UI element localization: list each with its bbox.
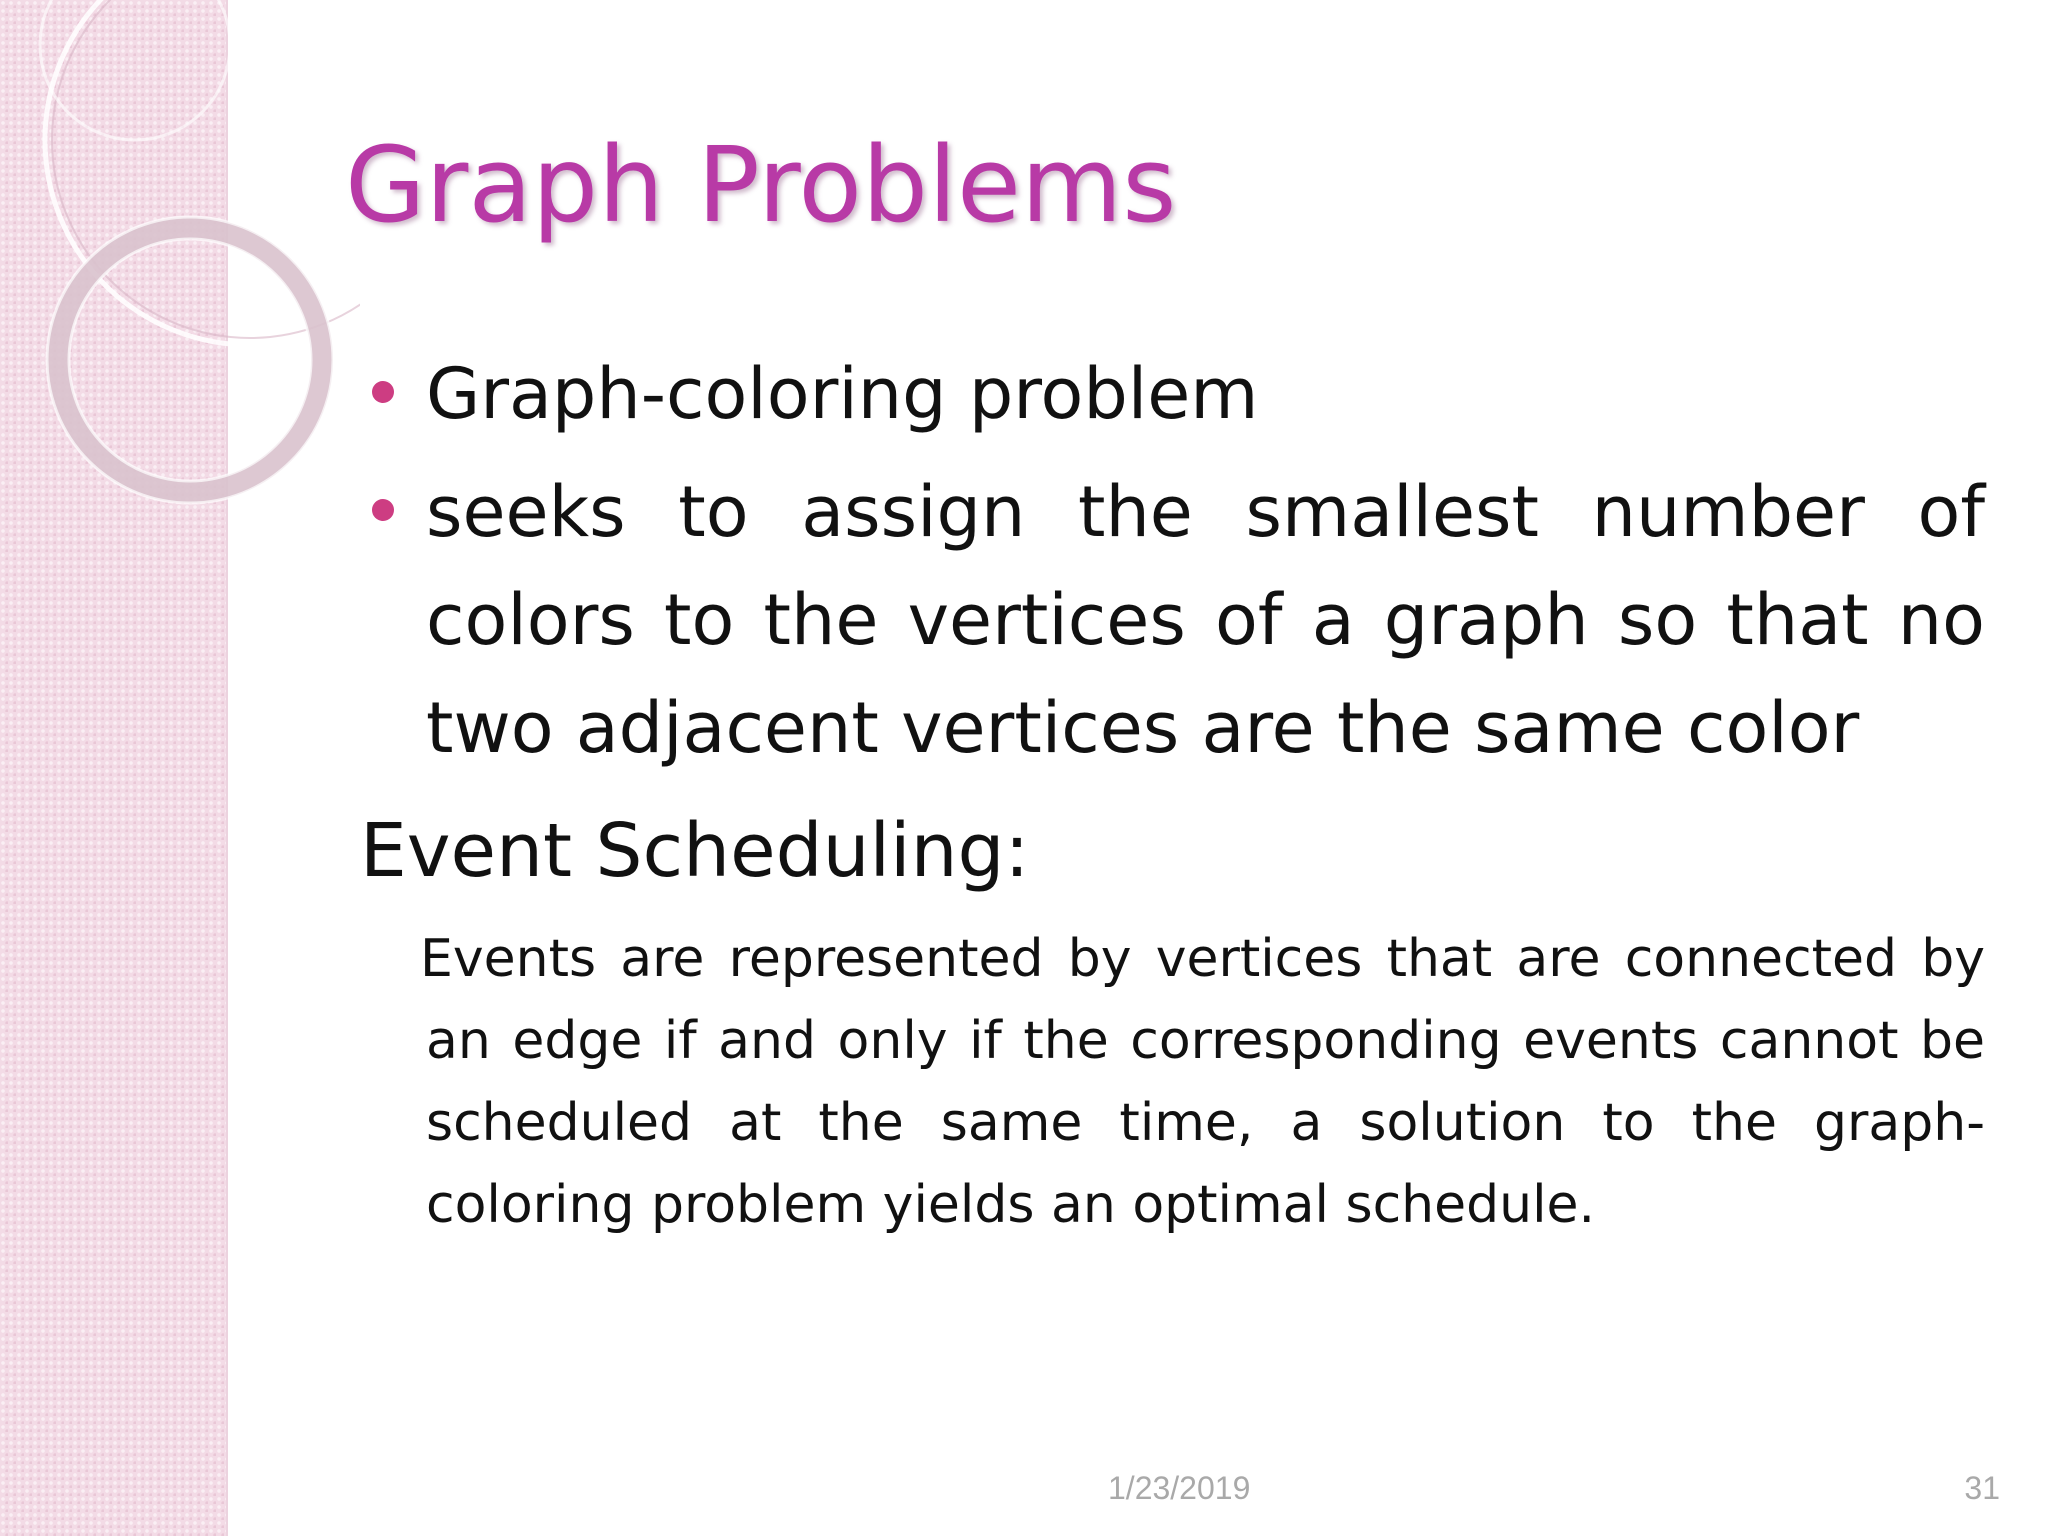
bullet-item (360, 340, 1985, 448)
footer-date: 1/23/2019 (1108, 1470, 1251, 1506)
decorative-side-band (0, 0, 228, 1536)
section-body-paragraph: Events are represented by vertices that are connected by an edge if and only if the corresponding events cannot be scheduled at the same time, a solution to the graph-coloring problem yields an optimal schedule. (420, 929, 1985, 1235)
bullet-dot-icon (372, 381, 394, 403)
bullet-dot-icon (372, 499, 394, 521)
bullet-text: seeks to assign the smallest number of colors to the vertices of a graph so that no two adjacent vertices are the same color (426, 471, 1985, 769)
slide-content (360, 340, 1985, 1246)
bullet-text: Graph-coloring problem (426, 353, 1259, 435)
slide-title: Graph Problems (345, 124, 1177, 246)
section-heading: Event Scheduling: (360, 808, 1030, 894)
bullet-list (360, 340, 1985, 782)
footer-page-number: 31 (1964, 1470, 2000, 1506)
bullet-item (360, 458, 1985, 782)
